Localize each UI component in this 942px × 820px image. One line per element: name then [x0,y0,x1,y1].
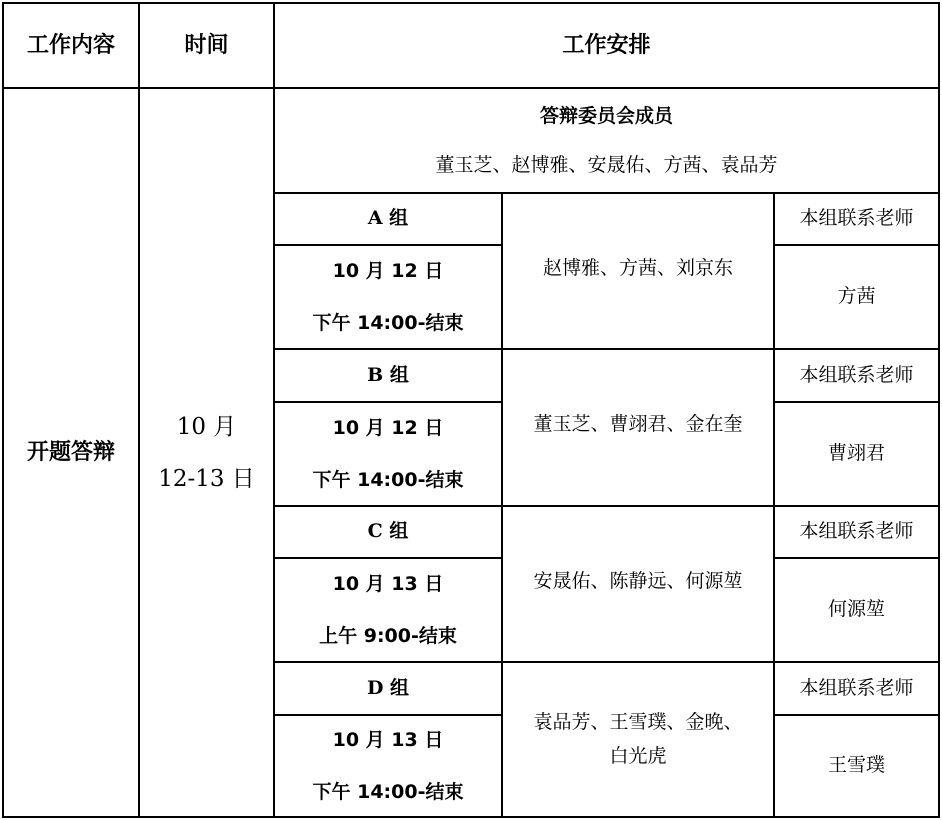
group-d-date: 10 月 13 日 [332,729,444,751]
group-d-contact-label: 本组联系老师 [799,676,914,699]
group-b-name: B 组 [367,363,409,386]
header-arrangement: 工作安排 [562,32,651,58]
group-c-date: 10 月 13 日 [332,573,444,595]
group-c-members: 安晟佑、陈静远、何源堃 [533,570,743,592]
group-d-session: 下午 14:00-结束 [312,781,464,803]
table-border-bottom [2,816,940,818]
group-d-contact: 王雪璞 [827,754,885,777]
group-a-contact: 方茜 [837,285,876,308]
time-days: 12-13 日 [158,465,255,492]
group-b-contact-label: 本组联系老师 [799,363,914,386]
time-month: 10 月 [176,413,237,440]
group-a-contact-label: 本组联系老师 [799,207,914,230]
group-c-session: 上午 9:00-结束 [319,625,457,647]
group-b-date: 10 月 12 日 [332,417,444,439]
group-b-members: 董玉芝、曹翊君、金在奎 [533,413,743,435]
group-d-members: 袁品芳、王雪璞、金晚、 白光虎 [533,711,743,767]
group-a-name: A 组 [367,207,409,230]
committee-members: 董玉芝、赵博雅、安晟佑、方茜、袁品芳 [435,153,778,176]
work-content-cell: 开题答辩 [26,439,115,465]
group-b-session: 下午 14:00-结束 [312,469,464,491]
group-c-contact-label: 本组联系老师 [799,520,914,543]
group-c-contact: 何源堃 [827,598,885,621]
group-a-schedule [275,246,501,348]
group-c-name: C 组 [367,520,409,543]
time-cell [140,89,273,816]
group-c-schedule [275,559,501,661]
group-a-session: 下午 14:00-结束 [312,312,464,334]
committee-cell [275,89,938,192]
header-work-content: 工作内容 [26,32,115,58]
table-border-right [938,2,940,818]
group-a-date: 10 月 12 日 [332,260,444,282]
group-d-schedule [275,716,501,816]
group-d-name: D 组 [366,676,410,699]
group-b-contact: 曹翊君 [827,442,885,465]
group-a-members: 赵博雅、方茜、刘京东 [542,257,733,279]
header-time: 时间 [184,32,229,58]
group-b-schedule [275,403,501,505]
committee-title: 答辩委员会成员 [539,104,673,127]
